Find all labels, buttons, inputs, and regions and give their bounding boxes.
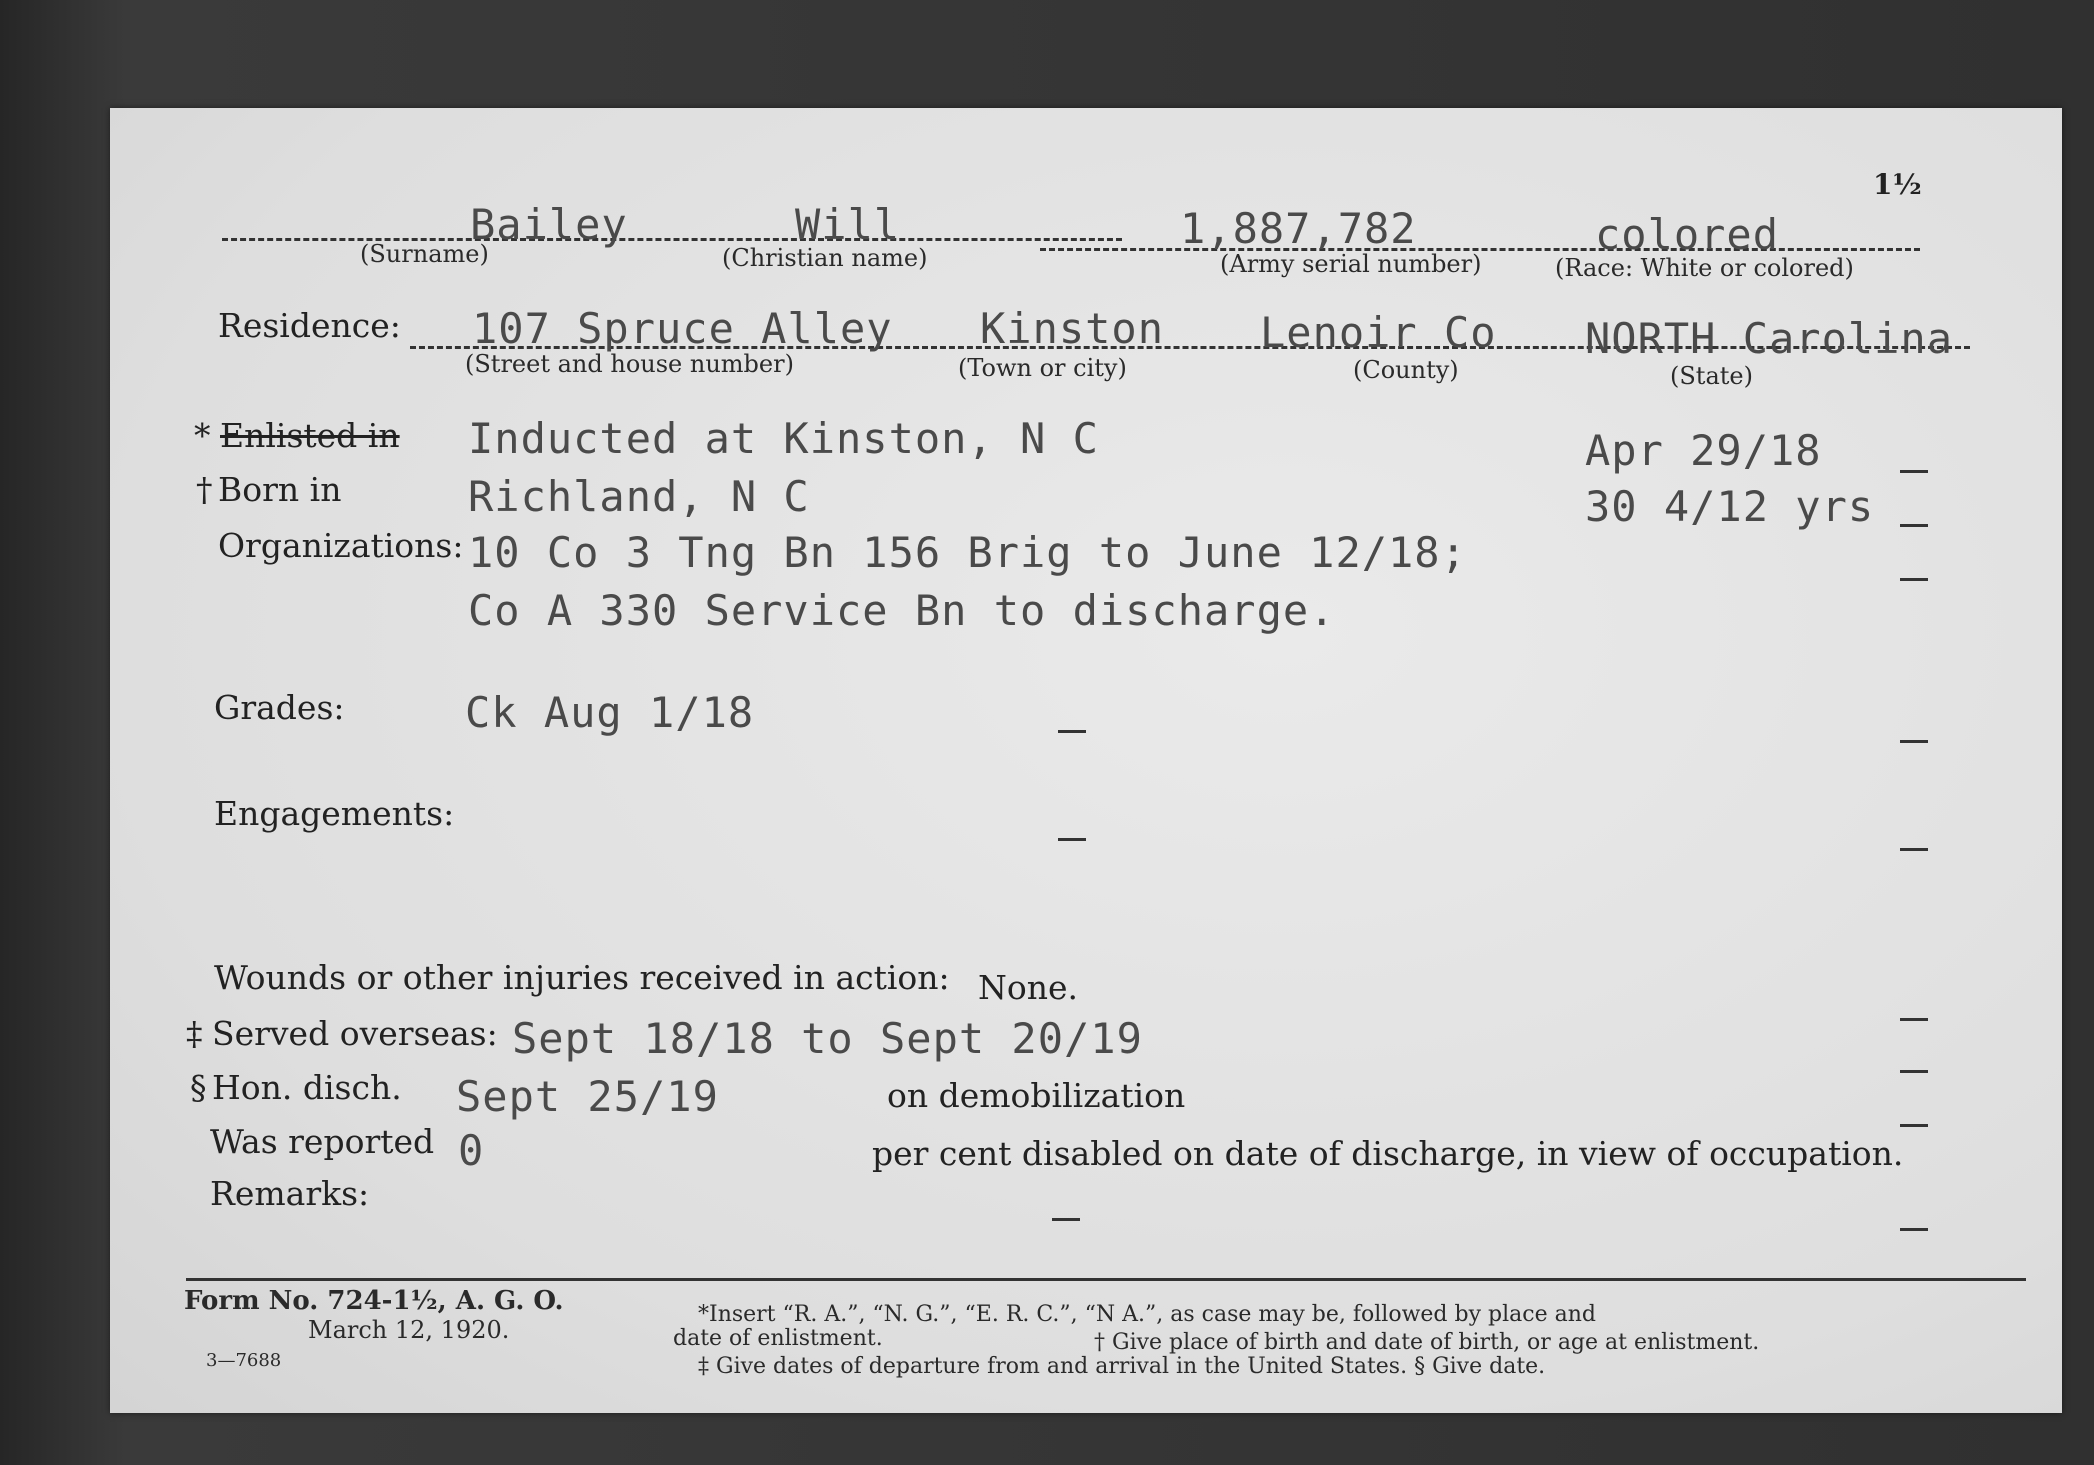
enlisted-date: Apr 29/18: [1585, 426, 1822, 475]
dash-mark: [1900, 1070, 1928, 1073]
discharge-suffix: on demobilization: [887, 1076, 1186, 1115]
born-label: Born in: [218, 470, 342, 509]
print-code: 3—7688: [206, 1350, 282, 1371]
dash-mark: [1900, 740, 1928, 743]
form-number: Form No. 724-1½, A. G. O.: [184, 1286, 564, 1316]
dash-mark: [1052, 1218, 1080, 1221]
organizations-line2: Co A 330 Service Bn to discharge.: [468, 586, 1336, 635]
state-caption: (State): [1670, 362, 1753, 390]
organizations-line1: 10 Co 3 Tng Bn 156 Brig to June 12/18;: [468, 528, 1467, 577]
enlisted-marker: *: [194, 416, 211, 455]
reported-suffix: per cent disabled on date of discharge, in view of occupation.: [872, 1134, 1904, 1173]
residence-label: Residence:: [218, 306, 401, 345]
dash-mark: [1900, 848, 1928, 851]
street-caption: (Street and house number): [465, 350, 794, 378]
dash-mark: [1900, 1228, 1928, 1231]
dash-mark: [1900, 1018, 1928, 1021]
wounds-value: None.: [978, 968, 1079, 1007]
dash-mark: [1058, 838, 1086, 841]
dash-mark: [1900, 578, 1928, 581]
serial-number-value: 1,887,782: [1180, 204, 1417, 253]
discharge-value: Sept 25/19: [456, 1072, 719, 1121]
footnote-insert: *Insert “R. A.”, “N. G.”, “E. R. C.”, “N A.”, as case may be, followed by place and: [698, 1302, 1596, 1327]
footnote-enlistment: date of enlistment.: [673, 1326, 883, 1351]
record-card: [110, 108, 2062, 1413]
enlisted-label: Enlisted in: [220, 416, 400, 455]
form-date: March 12, 1920.: [308, 1316, 510, 1344]
grades-label: Grades:: [214, 688, 345, 727]
reported-value: 0: [458, 1126, 485, 1175]
county-caption: (County): [1353, 356, 1459, 384]
born-marker: †: [196, 470, 213, 509]
surname-value: Bailey: [470, 200, 628, 249]
footnote-birth: † Give place of birth and date of birth, or age at enlistment.: [1094, 1330, 1760, 1355]
dash-mark: [1900, 470, 1928, 473]
age-value: 30 4/12 yrs: [1585, 482, 1875, 531]
state-value: NORTH Carolina: [1585, 314, 1954, 363]
born-value: Richland, N C: [468, 472, 810, 521]
serial-caption: (Army serial number): [1220, 250, 1482, 278]
dash-mark: [1900, 1124, 1928, 1127]
race-caption: (Race: White or colored): [1555, 254, 1854, 282]
wounds-label: Wounds or other injuries received in action:: [214, 958, 950, 997]
reported-label: Was reported: [210, 1122, 435, 1161]
corner-note: 1½: [1873, 168, 1922, 201]
footer-rule: [186, 1278, 2026, 1281]
dash-mark: [1058, 730, 1086, 733]
town-caption: (Town or city): [958, 354, 1127, 382]
street-value: 107 Spruce Alley: [472, 304, 893, 353]
overseas-label: Served overseas:: [212, 1014, 498, 1053]
grades-value: Ck Aug 1/18: [465, 688, 755, 737]
discharge-marker: §: [190, 1068, 207, 1107]
county-value: Lenoir Co: [1260, 308, 1497, 357]
race-value: colored: [1595, 210, 1780, 259]
surname-caption: (Surname): [360, 240, 489, 268]
christian-name-value: Will: [795, 200, 901, 249]
town-value: Kinston: [980, 304, 1165, 353]
engagements-label: Engagements:: [214, 794, 455, 833]
discharge-label: Hon. disch.: [212, 1068, 402, 1107]
enlisted-value: Inducted at Kinston, N C: [468, 414, 1099, 463]
name-line-rule: [222, 238, 1122, 241]
christian-caption: (Christian name): [722, 244, 928, 272]
footnote-overseas: ‡ Give dates of departure from and arrival in the United States. § Give date.: [698, 1354, 1546, 1379]
overseas-value: Sept 18/18 to Sept 20/19: [512, 1014, 1143, 1063]
dash-mark: [1900, 524, 1928, 527]
overseas-marker: ‡: [186, 1014, 203, 1053]
remarks-label: Remarks:: [210, 1174, 370, 1213]
organizations-label: Organizations:: [218, 526, 464, 565]
